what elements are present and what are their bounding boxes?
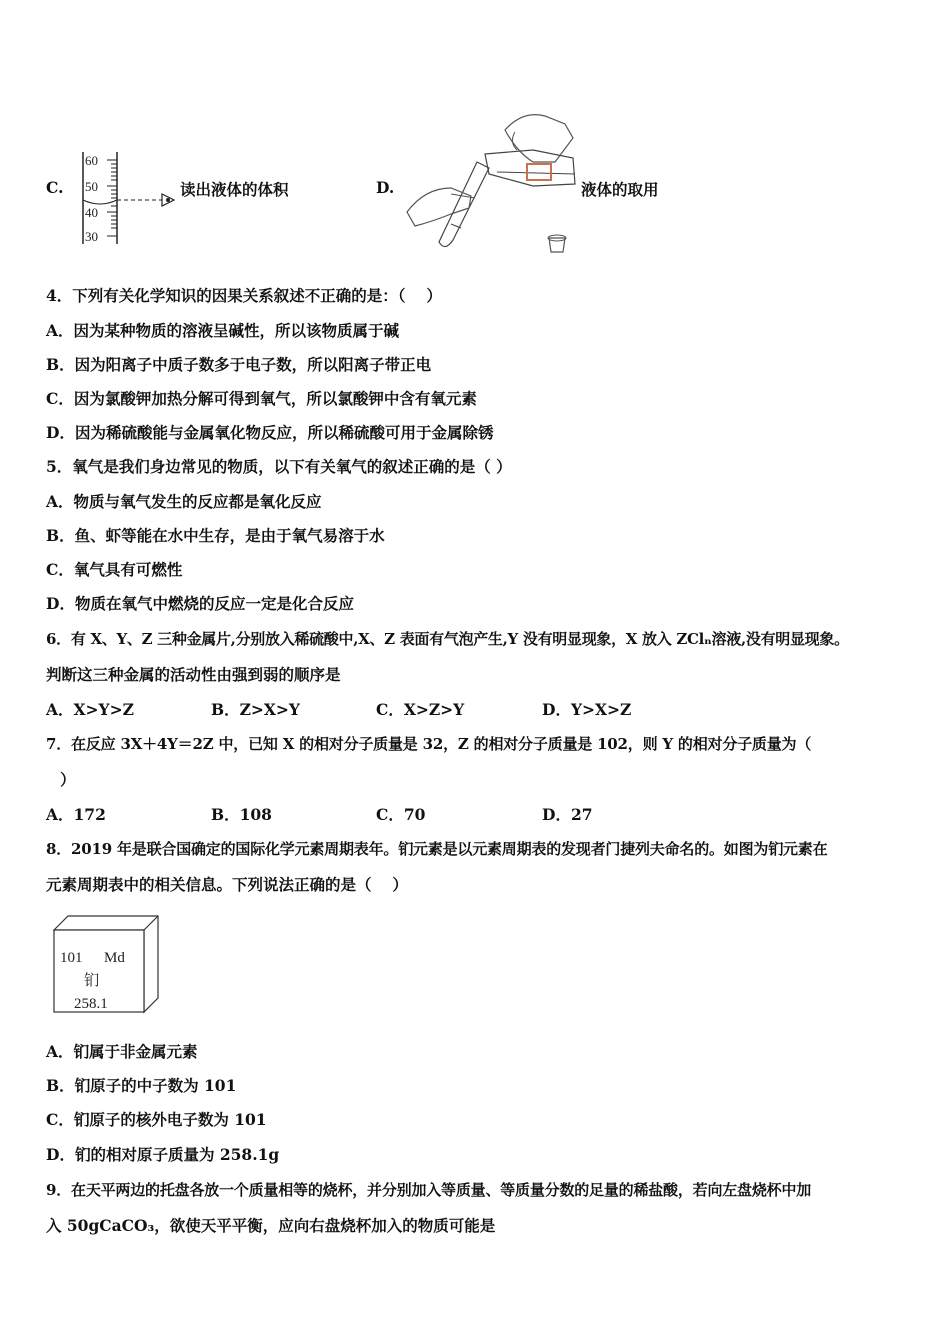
q7-stem-line2: ） (60, 770, 76, 789)
q4-option-b: B．因为阳离子中质子数多于电子数，所以阳离子带正电 (46, 355, 432, 374)
liquid-pouring-figure (405, 102, 580, 257)
q6-option-a: A．X>Y>Z (46, 700, 134, 719)
q4-option-c: C．因为氯酸钾加热分解可得到氧气，所以氯酸钾中含有氧元素 (46, 389, 477, 408)
q4-stem: 4．下列有关化学知识的因果关系叙述不正确的是：（ ） (46, 286, 442, 305)
q6-stem-line2: 判断这三种金属的活动性由强到弱的顺序是 (46, 665, 341, 684)
q7-stem-line1: 7．在反应 3X＋4Y＝2Z 中，已知 X 的相对分子质量是 32，Z 的相对分子质量是 102，则 Y 的相对分子质量为（ (46, 735, 812, 753)
q8-stem-line1: 8．2019 年是联合国确定的国际化学元素周期表年。钔元素是以元素周期表的发现者门捷列夫命名的。如图为钔元素在 (46, 840, 828, 858)
q5-option-c: C．氧气具有可燃性 (46, 560, 183, 579)
cylinder-tick-50: 50 (85, 179, 98, 194)
element-number: 101 (60, 950, 83, 966)
q5-option-d: D．物质在氧气中燃烧的反应一定是化合反应 (46, 594, 354, 613)
q8-option-d: D．钔的相对原子质量为 258.1g (46, 1145, 280, 1164)
q7-option-a: A．172 (46, 805, 106, 824)
q7-option-d: D．27 (542, 805, 593, 824)
graduated-cylinder-figure (78, 148, 178, 248)
option-c-caption: 读出液体的体积 (180, 180, 289, 199)
element-mass: 258.1 (74, 996, 108, 1012)
q6-option-d: D．Y>X>Z (542, 700, 632, 719)
cylinder-tick-40: 40 (85, 205, 98, 220)
q4-option-d: D．因为稀硫酸能与金属氧化物反应，所以稀硫酸可用于金属除锈 (46, 423, 494, 442)
q7-option-b: B．108 (211, 805, 272, 824)
q6-stem-line1: 6．有 X、Y、Z 三种金属片,分别放入稀硫酸中,X、Z 表面有气泡产生,Y 没有明显现象，X 放入 ZClₙ溶液,没有明显现象。 (46, 630, 849, 648)
q7-option-c: C．70 (376, 805, 426, 824)
q8-option-a: A．钔属于非金属元素 (46, 1042, 198, 1061)
q9-stem-line1: 9．在天平两边的托盘各放一个质量相等的烧杯，并分别加入等质量、等质量分数的足量的稀盐酸，若向左盘烧杯中加 (46, 1181, 812, 1199)
q5-option-b: B．鱼、虾等能在水中生存，是由于氧气易溶于水 (46, 526, 385, 545)
q6-option-c: C．X>Z>Y (376, 700, 465, 719)
option-c-label: C. (46, 178, 64, 197)
q4-option-a: A．因为某种物质的溶液呈碱性，所以该物质属于碱 (46, 321, 400, 340)
q5-stem: 5．氧气是我们身边常见的物质，以下有关氧气的叙述正确的是（ ） (46, 457, 512, 476)
cylinder-tick-30: 30 (85, 229, 98, 244)
q8-stem-line2: 元素周期表中的相关信息。下列说法正确的是（ ） (46, 875, 408, 894)
element-cell-figure (48, 912, 164, 1020)
option-d-label: D. (376, 178, 395, 197)
q8-option-c: C．钔原子的核外电子数为 101 (46, 1110, 267, 1129)
q5-option-a: A．物质与氧气发生的反应都是氧化反应 (46, 492, 322, 511)
q9-stem-line2: 入 50gCaCO₃，欲使天平平衡，应向右盘烧杯加入的物质可能是 (46, 1216, 496, 1235)
option-d-caption: 液体的取用 (581, 180, 659, 199)
element-name: 钔 (84, 973, 100, 989)
q8-option-b: B．钔原子的中子数为 101 (46, 1076, 237, 1095)
q6-option-b: B．Z>X>Y (211, 700, 300, 719)
cylinder-tick-60: 60 (85, 153, 98, 168)
element-symbol: Md (104, 950, 125, 966)
